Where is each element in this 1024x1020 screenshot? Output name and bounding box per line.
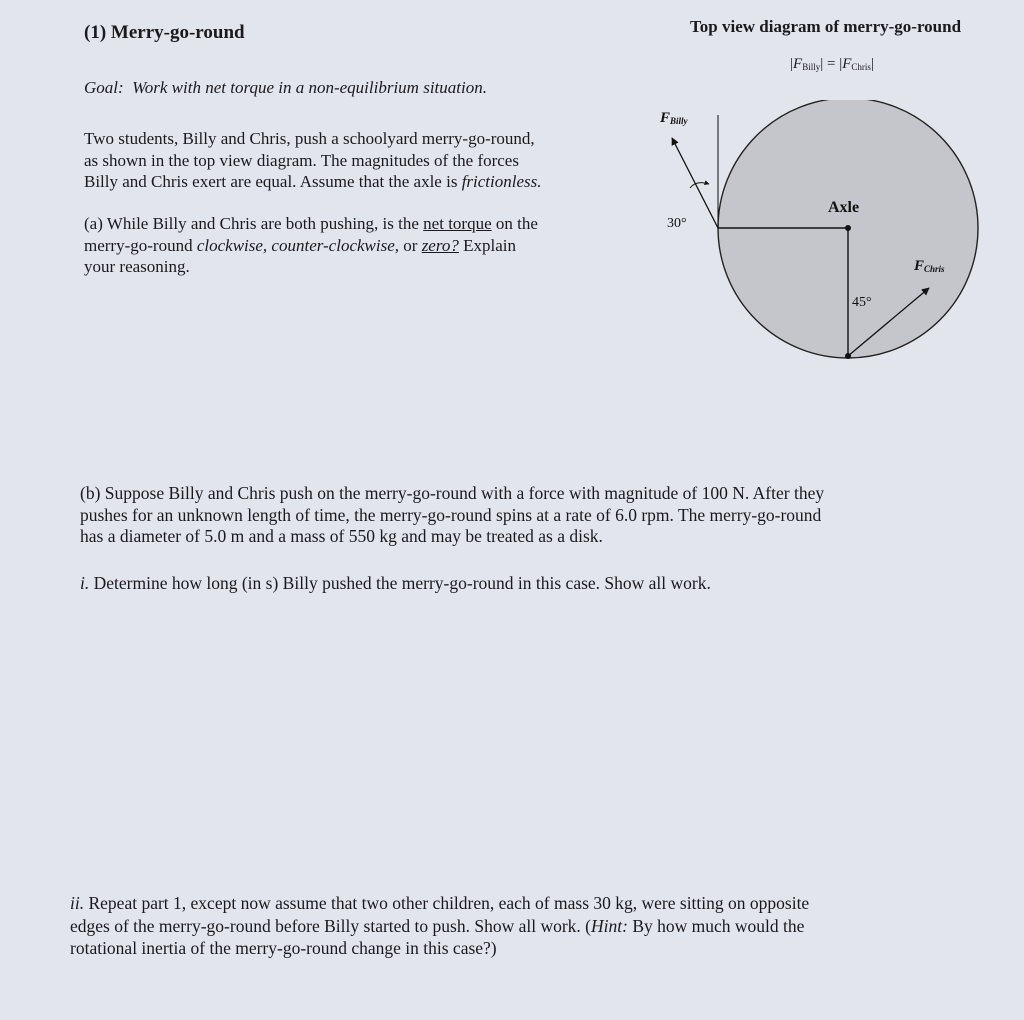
part-b-i-question: i. Determine how long (in s) Billy pushed the merry-go-round in this case. Show all work. [80, 573, 711, 593]
frictionless-term: frictionless. [461, 172, 542, 191]
part-b-line: has a diameter of 5.0 m and a mass of 550 kg and may be treated as a disk. [80, 526, 603, 546]
part-b-ii-line: rotational inertia of the merry-go-round change in this case?) [70, 938, 497, 958]
force-equality: $|F_{Billy}| = |F_{Chris}|$ [790, 56, 874, 72]
part-b-line: pushes for an unknown length of time, the merry-go-round spins at a rate of 6.0 rpm. The merry-go-round [80, 504, 822, 525]
part-b-ii-line: edges of the merry-go-round before Billy started to push. Show all work. (Hint: By how much would the [70, 915, 805, 936]
billy-force-arrow [672, 138, 718, 228]
hint-label: Hint: [591, 915, 628, 936]
part-b-question [80, 483, 824, 548]
intro-line: Billy and Chris exert are equal. Assume that the axle is frictionless. [84, 172, 542, 191]
billy-force-label: FBilly [660, 110, 688, 126]
part-a-question [84, 213, 538, 278]
part-b-line: (b) Suppose Billy and Chris push on the merry-go-round with a force with magnitude of 100 N. After they [80, 483, 825, 503]
option-clockwise: clockwise, [196, 235, 268, 255]
intro-paragraph [84, 128, 542, 193]
goal-statement [84, 78, 487, 98]
billy-angle-label: 30° [667, 216, 687, 231]
merry-go-round-diagram [640, 100, 990, 380]
intro-line: as shown in the top view diagram. The magnitudes of the forces [84, 150, 519, 170]
part-a-line: your reasoning. [84, 257, 190, 276]
diagram-title: Top view diagram of merry-go-round [690, 17, 962, 36]
goal-text: Work with net torque in a non-equilibrium situation. [132, 78, 487, 97]
problem-title: (1) Merry-go-round [84, 22, 245, 43]
option-zero: zero? [421, 235, 459, 255]
axle-label: Axle [828, 199, 860, 216]
part-b-ii-question [70, 892, 809, 960]
part-b-ii-line: ii. Repeat part 1, except now assume that two other children, each of mass 30 kg, were sitting on opposite [70, 893, 810, 913]
option-counter-clockwise: counter-clockwise, [271, 235, 400, 255]
goal-label: Goal: [84, 78, 124, 97]
part-a-line: merry-go-round clockwise, counter-clockwise, or zero? Explain [84, 235, 516, 255]
axle-dot [845, 225, 851, 231]
chris-angle-label: 45° [852, 295, 872, 310]
intro-line: Two students, Billy and Chris, push a schoolyard merry-go-round, [84, 129, 535, 148]
part-a-line: (a) While Billy and Chris are both pushing, is the net torque on the [84, 214, 538, 233]
chris-force-label: FChris [914, 258, 945, 274]
net-torque-term: net torque [423, 214, 492, 233]
billy-angle-arc [690, 183, 709, 188]
